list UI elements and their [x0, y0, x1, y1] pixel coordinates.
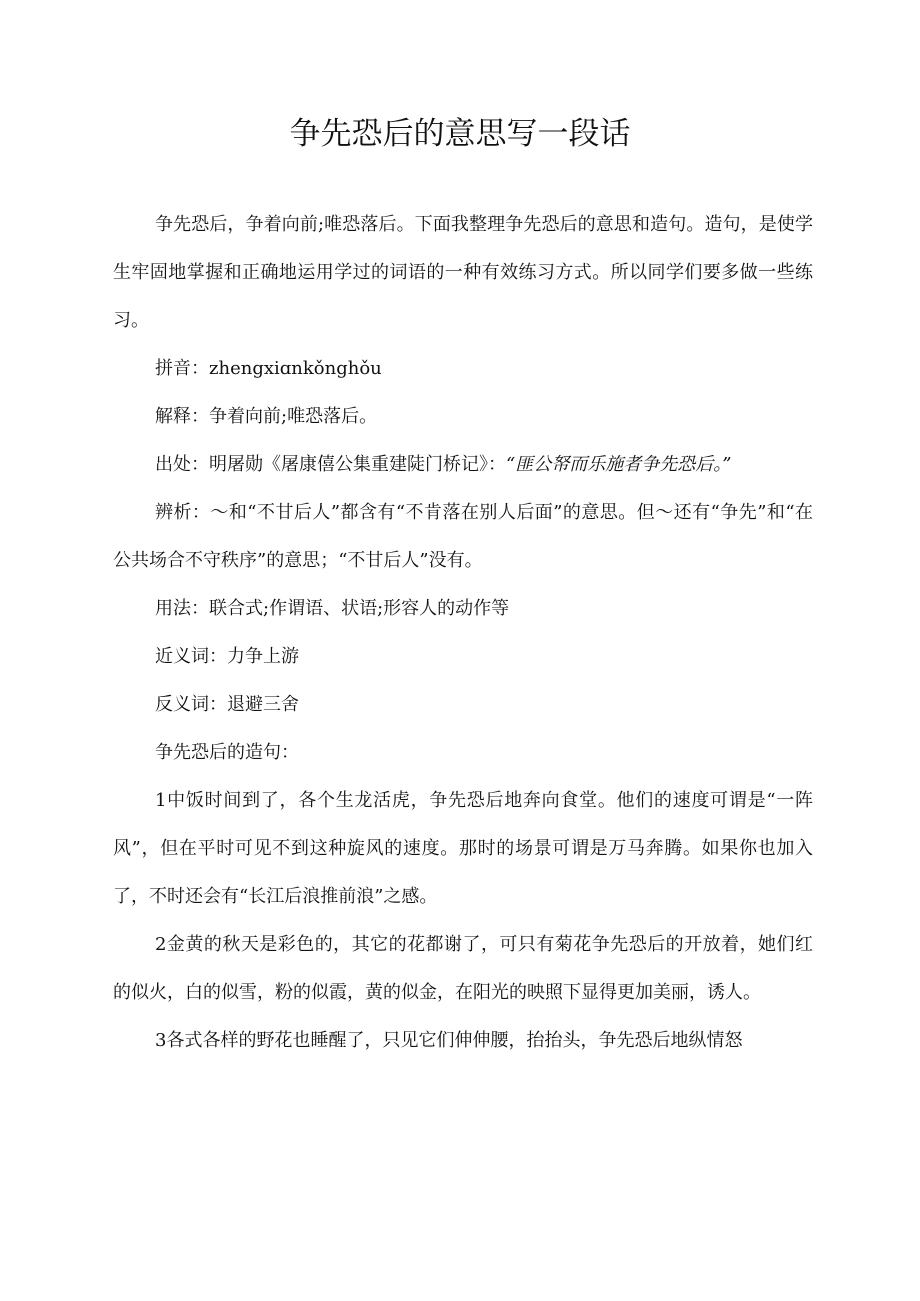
example-paragraph-2: 2金黄的秋天是彩色的，其它的花都谢了，可只有菊花争先恐后的开放着，她们红的似火，白的似雪，粉的似霞，黄的似金，在阳光的映照下显得更加美丽，诱人。	[113, 934, 813, 1003]
source-label: 出处：明屠勋《屠康僖公集重建陡门桥记》：	[155, 454, 506, 475]
pinyin-line: 拼音：zhengxiɑnkǒnghǒu	[155, 358, 382, 379]
source-line	[113, 441, 813, 489]
antonym-line: 反义词：退避三舍	[155, 694, 299, 715]
document-body	[113, 201, 813, 1065]
example-paragraph-1: 1中饭时间到了，各个生龙活虎，争先恐后地奔向食堂。他们的速度可谓是“一阵风”，但在平时可见不到这种旋风的速度。那时的场景可谓是万马奔腾。如果你也加入了，不时还会有“长江后浪推前浪”之感。	[113, 790, 813, 907]
intro-paragraph: 争先恐后，争着向前;唯恐落后。下面我整理争先恐后的意思和造句。造句，是使学生牢固地掌握和正确地运用学过的词语的一种有效练习方式。所以同学们要多做一些练习。	[113, 214, 813, 331]
distinction-paragraph: 辨析：～和“不甘后人”都含有“不肯落在别人后面”的意思。但～还有“争先”和“在公共场合不守秩序”的意思；“不甘后人”没有。	[113, 502, 813, 571]
example-paragraph-3: 3各式各样的野花也睡醒了，只见它们伸伸腰，抬抬头，争先恐后地纵情怒	[155, 1030, 743, 1051]
document-title: 争先恐后的意思写一段话	[289, 116, 631, 152]
explanation-line: 解释：争着向前;唯恐落后。	[155, 406, 378, 427]
examples-heading: 争先恐后的造句：	[155, 742, 299, 763]
synonym-line: 近义词：力争上游	[155, 646, 299, 667]
usage-line: 用法：联合式;作谓语、状语;形容人的动作等	[155, 598, 510, 619]
source-quote: “匪公帑而乐施者争先恐后。”	[506, 454, 732, 475]
